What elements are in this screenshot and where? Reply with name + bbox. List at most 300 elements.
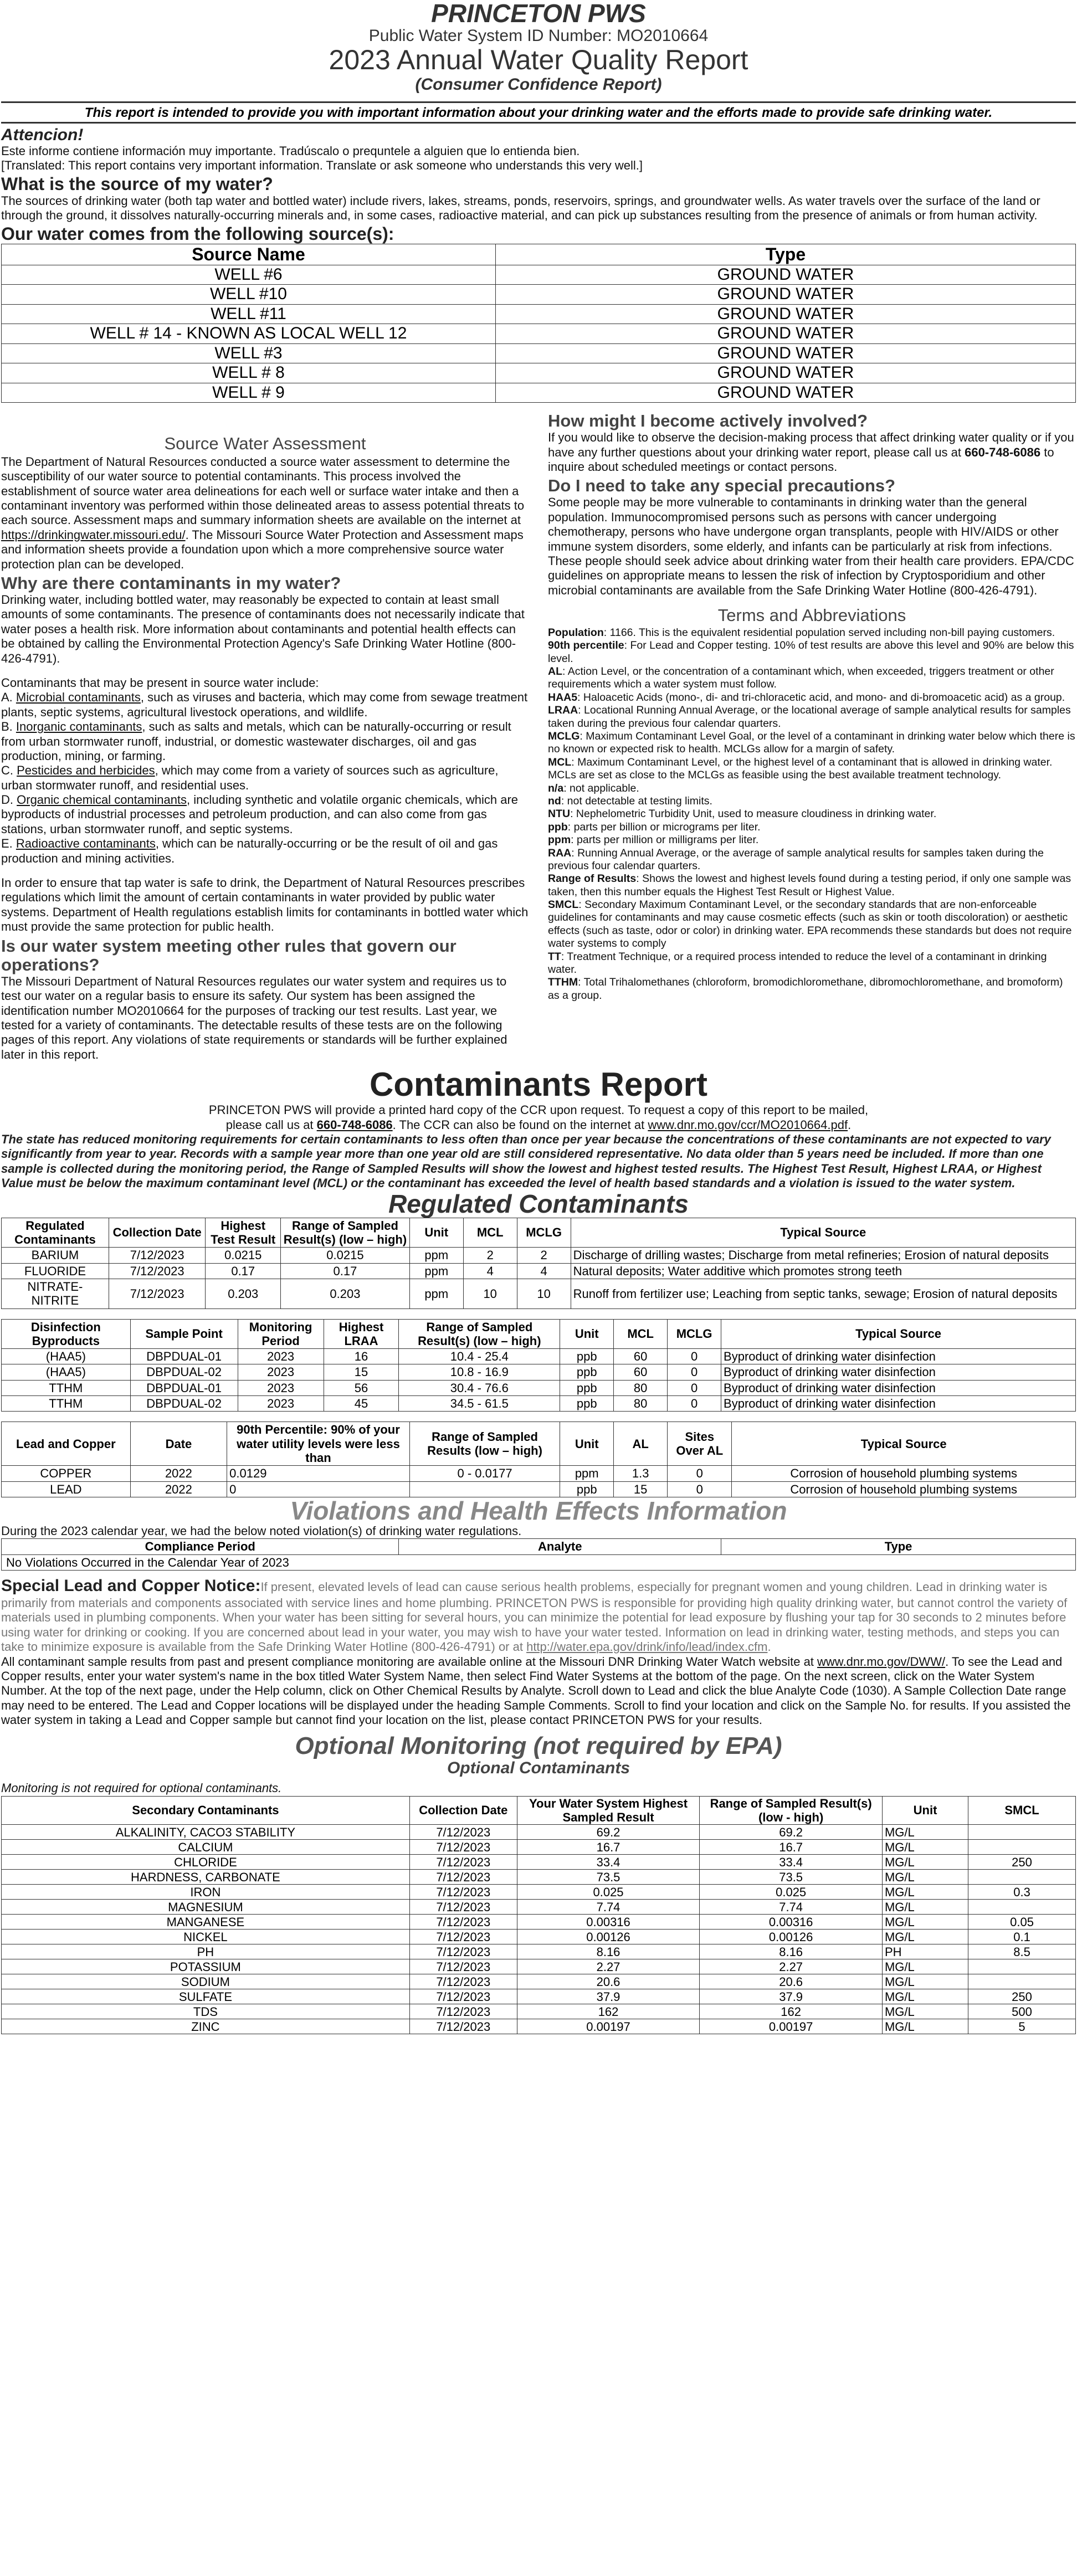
term-definition: MCL: Maximum Contaminant Level, or the highest level of a contaminant that is allowed in drinking water. MCLs are set as close to the MCLGs as feasible using the best available treatment technology. <box>548 756 1053 782</box>
source-type: GROUND WATER <box>495 285 1075 305</box>
regulated-title: Regulated Contaminants <box>388 1189 689 1219</box>
table-cell: COPPER <box>2 1466 131 1481</box>
table-cell: 162 <box>700 2004 883 2019</box>
table-cell: NITRATE-NITRITE <box>2 1279 109 1308</box>
table-cell: 80 <box>614 1396 668 1412</box>
precautions-heading: Do I need to take any special precautions? <box>548 476 896 496</box>
source-row <box>2 383 1076 403</box>
table-cell: 16 <box>324 1349 399 1364</box>
column-header: SMCL <box>968 1796 1076 1825</box>
table-cell: 60 <box>614 1349 668 1364</box>
table-row <box>2 1870 1076 1885</box>
column-header: Unit <box>409 1218 463 1248</box>
table-row <box>2 1263 1076 1279</box>
no-violations: No Violations Occurred in the Calendar Year of 2023 <box>2 1554 1076 1570</box>
table-cell: DBPDUAL-01 <box>130 1380 238 1395</box>
term: LRAA <box>548 704 578 717</box>
column-header: AL <box>614 1422 668 1466</box>
precautions-text: Some people may be more vulnerable to contaminants in drinking water than the general population. Immunocompromised persons such as persons with cancer undergoing chemotherapy, persons who have undergone organ transplants, people with HIV/AIDS or other immune system disorders, some elderly, and infants can be particularly at risk from infections. These people should seek advice about drinking water from their health care providers. EPA/CDC guidelines on appropriate means to lessen the risk of infection by Cryptosporidium and other microbial contaminants are available from the Safe Drinking Water Hotline (800-426-4791). <box>548 495 1074 597</box>
table-cell: 7/12/2023 <box>409 1825 517 1840</box>
table-cell: 8.5 <box>968 1944 1076 1959</box>
table-row <box>2 1364 1076 1380</box>
table-cell: TTHM <box>2 1380 131 1395</box>
table-cell <box>968 1870 1076 1885</box>
table-row <box>2 1380 1076 1395</box>
table-cell: 56 <box>324 1380 399 1395</box>
table-cell: 1.3 <box>614 1466 668 1481</box>
table-cell: 73.5 <box>517 1870 700 1885</box>
table-cell <box>968 1840 1076 1855</box>
contaminant-type: Organic chemical contaminants <box>17 793 187 807</box>
term: Range of Results <box>548 873 637 885</box>
intro-text: This report is intended to provide you with important information about your drinking water and the efforts made to provide safe drinking water. <box>84 105 993 121</box>
table-row <box>2 1989 1076 2004</box>
epa-lead-link[interactable]: http://water.epa.gov/drink/info/lead/index.cfm <box>526 1640 768 1654</box>
table-cell: MG/L <box>882 1885 968 1900</box>
column-header: Range of Sampled Results (low – high) <box>409 1422 560 1466</box>
table-cell: 4 <box>517 1263 571 1279</box>
term-definition: Population: 1166. This is the equivalent residential population served including non-bill paying customers. <box>548 626 1055 639</box>
optional-note: Monitoring is not required for optional contaminants. <box>1 1781 282 1795</box>
table-row <box>2 1840 1076 1855</box>
term: Population <box>548 626 604 639</box>
table-cell: IRON <box>2 1885 410 1900</box>
table-cell: DBPDUAL-01 <box>130 1349 238 1364</box>
column-header: Unit <box>560 1319 614 1349</box>
term-definition: AL: Action Level, or the concentration of a contaminant which, when exceeded, triggers treatment or other requirements which a water system must follow. <box>548 665 1054 691</box>
term-definition: TTHM: Total Trihalomethanes (chloroform, bromodichloromethane, dibromochloromethane, and bromoform) as a group. <box>548 976 1063 1002</box>
order-text: In order to ensure that tap water is safe to drink, the Department of Natural Resources prescribes regulations which limit the amount of certain contaminants in water provided by public water systems. Department of Health regulations establish limits for contaminants in bottled water which must provide the same protection for public health. <box>1 876 529 934</box>
table-cell: ppb <box>560 1396 614 1412</box>
column-header: Highest LRAA <box>324 1319 399 1349</box>
term: TT <box>548 950 561 963</box>
column-header: Date <box>130 1422 227 1466</box>
info-columns <box>1 412 1076 1062</box>
table-cell: 0.00126 <box>700 1930 883 1944</box>
table-row <box>2 1481 1076 1497</box>
column-header: Sites Over AL <box>668 1422 732 1466</box>
source-name: WELL #3 <box>2 343 496 363</box>
column-header: MCLG <box>517 1218 571 1248</box>
table-cell: 10.4 - 25.4 <box>399 1349 560 1364</box>
table-cell: 0.203 <box>281 1279 410 1308</box>
swa-text: The Department of Natural Resources conducted a source water assessment to determine the susceptibility of our water source to potential contaminants. This process involved the establishment of source water area delineations for each well or surface water intake and then a contaminant inventory was performed within those delineated areas to assess potential threats to each source. Assessment maps and summary information sheets are available on the internet at https://drinkingwater.missouri.edu/. The Missouri Source Water Protection and Assessment maps and information sheets provide a foundation upon which a more comprehensive source water protection plan can be developed. <box>1 454 525 571</box>
involved-heading: How might I become actively involved? <box>548 411 868 431</box>
table-cell: 0.00316 <box>700 1915 883 1930</box>
lead-notice: Special Lead and Copper Notice:If present, elevated levels of lead can cause serious health problems, especially for pregnant women and young children. Lead in drinking water is primarily from materials and components associated with service lines and home plumbing. PRINCETON PWS is responsible for providing high quality drinking water, but cannot control the variety of materials used in plumbing components. When your water has been sitting for several hours, you can minimize the potential for lead exposure by flushing your tap for 30 seconds to 2 minutes before using water for drinking or cooking. If you are concerned about lead in your water, you may wish to have your water tested. Information on lead in drinking water, testing methods, and steps you can take to minimize exposure is available from the Safe Drinking Water Hotline (800-426-4791) or at http://water.epa.gov/drink/info/lead/index.cfm. <box>1 1577 1068 1654</box>
list-item: D. Organic chemical contaminants, including synthetic and volatile organic chemicals, which are byproducts of industrial processes and petroleum production, and can also come from gas stations, urban stormwater runoff, and septic systems. <box>1 793 519 836</box>
attention-translated: [Translated: This report contains very important information. Translate or ask someone who understands this very well.] <box>1 158 643 173</box>
source-row <box>2 363 1076 383</box>
contaminant-type: Inorganic contaminants <box>16 720 142 734</box>
table-row <box>2 1554 1076 1570</box>
table-cell: Byproduct of drinking water disinfection <box>721 1364 1076 1380</box>
table-cell: ALKALINITY, CACO3 STABILITY <box>2 1825 410 1840</box>
table-cell: PH <box>2 1944 410 1959</box>
table-cell: (HAA5) <box>2 1364 131 1380</box>
table-cell: 10.8 - 16.9 <box>399 1364 560 1380</box>
term-definition: MCLG: Maximum Contaminant Level Goal, or the level of a contaminant in drinking water below which there is no known or expected risk to health. MCLGs allow for a margin of safety. <box>548 730 1075 756</box>
dww-link[interactable]: www.dnr.mo.gov/DWW/ <box>817 1654 946 1669</box>
table-cell: 0.00197 <box>517 2019 700 2034</box>
table-cell <box>968 1825 1076 1840</box>
table-cell: 0.025 <box>517 1885 700 1900</box>
table-cell: 16.7 <box>700 1840 883 1855</box>
column-header: Unit <box>560 1422 614 1466</box>
table-cell: 7/12/2023 <box>409 1915 517 1930</box>
table-cell: DBPDUAL-02 <box>130 1364 238 1380</box>
term: HAA5 <box>548 691 578 704</box>
table-cell: MG/L <box>882 2019 968 2034</box>
why-text: Drinking water, including bottled water, may reasonably be expected to contain at least small amounts of some contaminants. The presence of contaminants does not necessarily indicate that water poses a health risk. More information about contaminants and potential health effects can be obtained by calling the Environmental Protection Agency's Safe Drinking Water Hotline (800-426-4791). <box>1 592 525 665</box>
term-definition: nd: not detectable at testing limits. <box>548 794 712 807</box>
source-name: WELL #10 <box>2 285 496 305</box>
source-type: GROUND WATER <box>495 343 1075 363</box>
table-row <box>2 1885 1076 1900</box>
contaminant-type: Radioactive contaminants <box>16 837 156 851</box>
table-cell: 0 - 0.0177 <box>409 1466 560 1481</box>
table-cell: 7.74 <box>700 1900 883 1915</box>
involved-text: If you would like to observe the decision-making process that affect drinking water quality or if you have any further questions about your drinking water report, please call us at 660-748-6086 to inquire about scheduled meetings or contact persons. <box>548 430 1074 474</box>
table-cell: 33.4 <box>517 1855 700 1870</box>
source-name: WELL # 14 - KNOWN AS LOCAL WELL 12 <box>2 324 496 344</box>
optional-table <box>1 1796 1076 2035</box>
column-header: Secondary Contaminants <box>2 1796 410 1825</box>
table-cell: 7.74 <box>517 1900 700 1915</box>
column-header: Collection Date <box>109 1218 206 1248</box>
term: ppb <box>548 820 568 833</box>
table-row <box>2 1396 1076 1412</box>
table-cell: 0.1 <box>968 1930 1076 1944</box>
table-cell: (HAA5) <box>2 1349 131 1364</box>
table-cell: 2023 <box>238 1396 324 1412</box>
contaminant-type: Microbial contaminants <box>16 690 141 705</box>
optional-subtitle: Optional Contaminants <box>447 1758 630 1777</box>
table-cell: 7/12/2023 <box>409 1900 517 1915</box>
table-cell: 162 <box>517 2004 700 2019</box>
table-cell: 34.5 - 61.5 <box>399 1396 560 1412</box>
source-row <box>2 343 1076 363</box>
reduced-monitoring-text: The state has reduced monitoring requirements for certain contaminants to less often than once per year because the concentrations of these contaminants are not expected to vary significantly from year to year. Records with a sample year more than one year old are still considered representative. No data older than 5 years need be included. If more than one sample is collected during the monitoring period, the Range of Sampled Results will show the lowest and highest tested results. The Highest Test Result, Highest LRAA, or Highest Value must be below the maximum contaminant level (MCL) or the contaminant has exceeded the level of health based standards and a violation is issued to the water system. <box>1 1132 1051 1190</box>
violations-title: Violations and Health Effects Information <box>290 1496 787 1525</box>
involved-phone[interactable]: 660-748-6086 <box>965 445 1041 459</box>
term: MCL <box>548 756 572 768</box>
attention-spanish: Este informe contiene información muy importante. Tradúscalo o prequntele a alguien que lo entienda bien. <box>1 143 580 158</box>
table-cell: TDS <box>2 2004 410 2019</box>
term-definition: Range of Results: Shows the lowest and highest levels found during a testing period, if only one sample was taken, then this number equals the Highest Test Result or Highest Value. <box>548 873 1071 898</box>
column-header: Range of Sampled Result(s) (low – high) <box>399 1319 560 1349</box>
table-cell: 0.3 <box>968 1885 1076 1900</box>
table-cell: MG/L <box>882 1930 968 1944</box>
type-header: Type <box>721 1539 1076 1554</box>
table-cell: 7/12/2023 <box>109 1263 206 1279</box>
table-cell: Corrosion of household plumbing systems <box>732 1481 1076 1497</box>
column-header: Unit <box>882 1796 968 1825</box>
table-cell: 2022 <box>130 1481 227 1497</box>
table-cell: 7/12/2023 <box>409 1944 517 1959</box>
disinfection-table <box>1 1319 1076 1412</box>
table-cell: MG/L <box>882 1959 968 1974</box>
table-cell: 7/12/2023 <box>109 1248 206 1263</box>
column-header: Typical Source <box>721 1319 1076 1349</box>
table-cell: 20.6 <box>517 1974 700 1989</box>
table-cell: MG/L <box>882 1915 968 1930</box>
table-cell: 20.6 <box>700 1974 883 1989</box>
table-cell: 69.2 <box>700 1825 883 1840</box>
report-subtitle: (Consumer Confidence Report) <box>415 75 662 94</box>
table-cell: MG/L <box>882 1840 968 1855</box>
swa-link[interactable]: https://drinkingwater.missouri.edu/ <box>1 527 186 542</box>
source-name-header: Source Name <box>2 244 496 265</box>
table-cell: MAGNESIUM <box>2 1900 410 1915</box>
table-cell: 0.00197 <box>700 2019 883 2034</box>
table-cell: 15 <box>324 1364 399 1380</box>
table-cell: LEAD <box>2 1481 131 1497</box>
source-table-heading: Our water comes from the following source(s): <box>1 223 394 244</box>
table-cell: ppm <box>409 1263 463 1279</box>
contaminant-type: Pesticides and herbicides <box>17 763 155 778</box>
table-cell: BARIUM <box>2 1248 109 1263</box>
table-cell: 2.27 <box>517 1959 700 1974</box>
system-id: Public Water System ID Number: MO2010664 <box>368 27 709 45</box>
table-cell: 0.0215 <box>206 1248 281 1263</box>
hard-copy-text: PRINCETON PWS will provide a printed hard copy of the CCR upon request. To request a copy of this report to be mailed, <box>208 1103 869 1117</box>
ccr-online-text: please call us at 660-748-6086. The CCR can also be found on the internet at www.dnr.mo.gov/ccr/MO2010664.pdf. <box>225 1117 852 1132</box>
compliance-period-header: Compliance Period <box>2 1539 399 1554</box>
violations-table <box>1 1538 1076 1571</box>
table-cell: 0.0215 <box>281 1248 410 1263</box>
table-row <box>2 1855 1076 1870</box>
table-cell: 7/12/2023 <box>409 1974 517 1989</box>
table-cell <box>968 1974 1076 1989</box>
contaminants-report-title: Contaminants Report <box>369 1066 708 1104</box>
table-cell: 0 <box>668 1349 721 1364</box>
term-definition: ppm: parts per million or milligrams per liter. <box>548 834 759 846</box>
term: TTHM <box>548 976 578 989</box>
table-cell: 8.16 <box>517 1944 700 1959</box>
table-cell: MG/L <box>882 1825 968 1840</box>
meeting-heading: Is our water system meeting other rules that govern our operations? <box>1 936 457 974</box>
term-definition: LRAA: Locational Running Annual Average, or the locational average of sample analytical results for samples taken during the previous four calendar quarters. <box>548 704 1071 730</box>
table-cell: SODIUM <box>2 1974 410 1989</box>
source-name: WELL # 9 <box>2 383 496 403</box>
source-row <box>2 265 1076 285</box>
optional-title: Optional Monitoring (not required by EPA) <box>295 1732 782 1759</box>
table-cell: 69.2 <box>517 1825 700 1840</box>
column-header: MCL <box>463 1218 517 1248</box>
column-header: Range of Sampled Result(s) (low – high) <box>281 1218 410 1248</box>
table-cell: MANGANESE <box>2 1915 410 1930</box>
attention-heading: Attencion! <box>1 125 84 144</box>
term-definition: ppb: parts per billion or micrograms per liter. <box>548 820 761 833</box>
column-header: Disinfection Byproducts <box>2 1319 131 1349</box>
table-cell: 15 <box>614 1481 668 1497</box>
table-cell: 2 <box>463 1248 517 1263</box>
source-name: WELL # 8 <box>2 363 496 383</box>
table-cell: MG/L <box>882 1989 968 2004</box>
dww-text: All contaminant sample results from past and present compliance monitoring are available online at the Missouri DNR Drinking Water Watch website at www.dnr.mo.gov/DWW/. To see the Lead and Copper results, enter your water system's name in the box titled Water System Name, then select Find Water Systems at the bottom of the page. On the next screen, click on the Water System Number. At the top of the next page, under the Help column, click on Other Chemical Results by Analyte. Scroll down to Lead and click the blue Analyte Code (1030). A Sample Collection Date range may need to be entered. The Lead and Copper locations will be displayed under the heading Sample Comments. Scroll to find your location and click on the Sample No. for results. If you assisted the water system in taking a Lead and Copper sample but cannot find your location on the list, please contact PRINCETON PWS for your results. <box>1 1654 1071 1727</box>
table-cell: ppb <box>560 1349 614 1364</box>
term: nd <box>548 794 561 807</box>
table-cell: 0 <box>668 1380 721 1395</box>
term: SMCL <box>548 899 579 911</box>
table-cell: 0.00316 <box>517 1915 700 1930</box>
term-definition: TT: Treatment Technique, or a required process intended to reduce the level of a contaminant in drinking water. <box>548 950 1047 976</box>
term-definition: 90th percentile: For Lead and Copper testing. 10% of test results are above this level and 90% are below this level. <box>548 639 1074 665</box>
term: 90th percentile <box>548 639 624 652</box>
table-cell: 0 <box>668 1364 721 1380</box>
table-cell: MG/L <box>882 1900 968 1915</box>
table-cell: Runoff from fertilizer use; Leaching from septic tanks, sewage; Erosion of natural deposits <box>571 1279 1075 1308</box>
regulated-table <box>1 1218 1076 1309</box>
table-cell: MG/L <box>882 1870 968 1885</box>
table-cell: 0 <box>668 1396 721 1412</box>
ccr-link[interactable]: www.dnr.mo.gov/ccr/MO2010664.pdf <box>648 1117 848 1132</box>
table-cell: 5 <box>968 2019 1076 2034</box>
term: NTU <box>548 808 571 820</box>
table-cell: 7/12/2023 <box>409 1989 517 2004</box>
list-item: E. Radioactive contaminants, which can be naturally-occurring or be the result of oil and gas production and mining activities. <box>1 837 498 865</box>
table-cell: 0.203 <box>206 1279 281 1308</box>
source-type: GROUND WATER <box>495 265 1075 285</box>
table-row <box>2 1825 1076 1840</box>
table-cell: 16.7 <box>517 1840 700 1855</box>
table-cell <box>968 1900 1076 1915</box>
column-header: Range of Sampled Result(s) (low - high) <box>700 1796 883 1825</box>
table-cell: 0.17 <box>281 1263 410 1279</box>
table-cell: 2023 <box>238 1364 324 1380</box>
table-cell: ppb <box>560 1380 614 1395</box>
column-header: Typical Source <box>732 1422 1076 1466</box>
table-cell: CALCIUM <box>2 1840 410 1855</box>
list-item: A. Microbial contaminants, such as viruses and bacteria, which may come from sewage treatment plants, septic systems, agricultural livestock operations, and wildlife. <box>1 690 528 719</box>
left-column <box>1 412 529 1062</box>
table-cell: 7/12/2023 <box>409 2019 517 2034</box>
table-cell: Corrosion of household plumbing systems <box>732 1466 1076 1481</box>
term: MCLG <box>548 730 580 742</box>
table-cell: ppm <box>409 1279 463 1308</box>
table-cell: 250 <box>968 1989 1076 2004</box>
terms-list <box>548 627 1076 1002</box>
table-cell: 2.27 <box>700 1959 883 1974</box>
column-header: Typical Source <box>571 1218 1075 1248</box>
table-cell: MG/L <box>882 1855 968 1870</box>
column-header: Regulated Contaminants <box>2 1218 109 1248</box>
table-cell: 0.0129 <box>227 1466 410 1481</box>
term-definition: SMCL: Secondary Maximum Contaminant Level, or the secondary standards that are non-enforceable guidelines for contaminants and may cause cosmetic effects (such as skin or tooth discoloration) or aesthetic effects (such as taste, odor or color) in drinking water. EPA recommends these standards but does not require water systems to comply <box>548 899 1072 950</box>
column-header: Highest Test Result <box>206 1218 281 1248</box>
terms-title: Terms and Abbreviations <box>717 605 906 625</box>
table-cell: SULFATE <box>2 1989 410 2004</box>
table-cell: 0.05 <box>968 1915 1076 1930</box>
meeting-text: The Missouri Department of Natural Resources regulates our water system and requires us to test our water on a regular basis to ensure its safety. Our system has been assigned the identification number MO2010664 for the purposes of tracking our test results. Last year, we tested for a variety of contaminants. The detectable results of these tests are on the following pages of this report. Any violations of state requirements or standards will be further explained later in this report. <box>1 974 507 1061</box>
system-name: PRINCETON PWS <box>431 0 646 28</box>
header-divider <box>1 101 1076 103</box>
term: RAA <box>548 846 572 859</box>
violations-intro: During the 2023 calendar year, we had the below noted violation(s) of drinking water regulations. <box>1 1524 522 1538</box>
table-cell: 7/12/2023 <box>409 1855 517 1870</box>
lead-copper-table <box>1 1422 1076 1497</box>
right-column <box>548 412 1076 1062</box>
table-row <box>2 1248 1076 1263</box>
term-definition: HAA5: Haloacetic Acids (mono-, di- and tri-chloracetic acid, and mono- and di-bromoacetic acid) as a group. <box>548 691 1065 704</box>
table-row <box>2 1900 1076 1915</box>
table-row <box>2 1974 1076 1989</box>
source-type: GROUND WATER <box>495 324 1075 344</box>
source-name: WELL #6 <box>2 265 496 285</box>
table-row <box>2 2019 1076 2034</box>
source-name: WELL #11 <box>2 304 496 324</box>
table-cell: 0 <box>227 1481 410 1497</box>
table-cell: 0.17 <box>206 1263 281 1279</box>
table-cell: ppb <box>560 1481 614 1497</box>
table-cell <box>409 1481 560 1497</box>
term-definition: RAA: Running Annual Average, or the average of sample analytical results for samples taken during the previous four calendar quarters. <box>548 846 1044 872</box>
source-type: GROUND WATER <box>495 363 1075 383</box>
table-cell: 500 <box>968 2004 1076 2019</box>
table-cell: 10 <box>463 1279 517 1308</box>
column-header: Sample Point <box>130 1319 238 1349</box>
term-definition: NTU: Nephelometric Turbidity Unit, used to measure cloudiness in drinking water. <box>548 808 937 820</box>
table-cell: ppb <box>560 1364 614 1380</box>
table-cell: MG/L <box>882 2004 968 2019</box>
source-row <box>2 285 1076 305</box>
may-be-present: Contaminants that may be present in source water include: <box>1 675 319 690</box>
table-cell: 2022 <box>130 1466 227 1481</box>
table-cell <box>968 1959 1076 1974</box>
column-header: 90th Percentile: 90% of your water utility levels were less than <box>227 1422 410 1466</box>
source-table <box>1 244 1076 403</box>
table-cell: 0.025 <box>700 1885 883 1900</box>
table-cell: FLUORIDE <box>2 1263 109 1279</box>
lead-notice-title: Special Lead and Copper Notice: <box>1 1577 261 1595</box>
table-cell: 4 <box>463 1263 517 1279</box>
table-cell: MG/L <box>882 1974 968 1989</box>
table-cell: 8.16 <box>700 1944 883 1959</box>
column-header: Your Water System Highest Sampled Result <box>517 1796 700 1825</box>
table-cell: TTHM <box>2 1396 131 1412</box>
table-cell: ZINC <box>2 2019 410 2034</box>
table-cell: 30.4 - 76.6 <box>399 1380 560 1395</box>
table-cell: 0 <box>668 1466 732 1481</box>
table-cell: ppm <box>560 1466 614 1481</box>
table-cell: 33.4 <box>700 1855 883 1870</box>
source-text: The sources of drinking water (both tap water and bottled water) include rivers, lakes, streams, ponds, reservoirs, springs, and groundwater wells. As water travels over the surface of the land or through the ground, it dissolves naturally-occurring minerals and, in some cases, radioactive material, and can pick up substances resulting from the presence of animals or from human activity. <box>1 193 1040 223</box>
table-cell: 45 <box>324 1396 399 1412</box>
table-cell: 60 <box>614 1364 668 1380</box>
source-row <box>2 304 1076 324</box>
analyte-header: Analyte <box>399 1539 721 1554</box>
table-row <box>2 1466 1076 1481</box>
term: ppm <box>548 834 571 846</box>
source-heading: What is the source of my water? <box>1 173 273 194</box>
term-definition: n/a: not applicable. <box>548 782 639 794</box>
table-cell: Natural deposits; Water additive which promotes strong teeth <box>571 1263 1075 1279</box>
table-cell: 0.00126 <box>517 1930 700 1944</box>
table-cell: 7/12/2023 <box>409 1885 517 1900</box>
table-cell: Byproduct of drinking water disinfection <box>721 1380 1076 1395</box>
table-cell: 37.9 <box>517 1989 700 2004</box>
table-cell: HARDNESS, CARBONATE <box>2 1870 410 1885</box>
table-cell: 2 <box>517 1248 571 1263</box>
table-row <box>2 1279 1076 1308</box>
ccr-phone[interactable]: 660-748-6086 <box>316 1117 393 1132</box>
table-cell: 80 <box>614 1380 668 1395</box>
table-cell: POTASSIUM <box>2 1959 410 1974</box>
why-heading: Why are there contaminants in my water? <box>1 573 341 593</box>
table-cell: 7/12/2023 <box>409 1959 517 1974</box>
table-cell: 2023 <box>238 1349 324 1364</box>
